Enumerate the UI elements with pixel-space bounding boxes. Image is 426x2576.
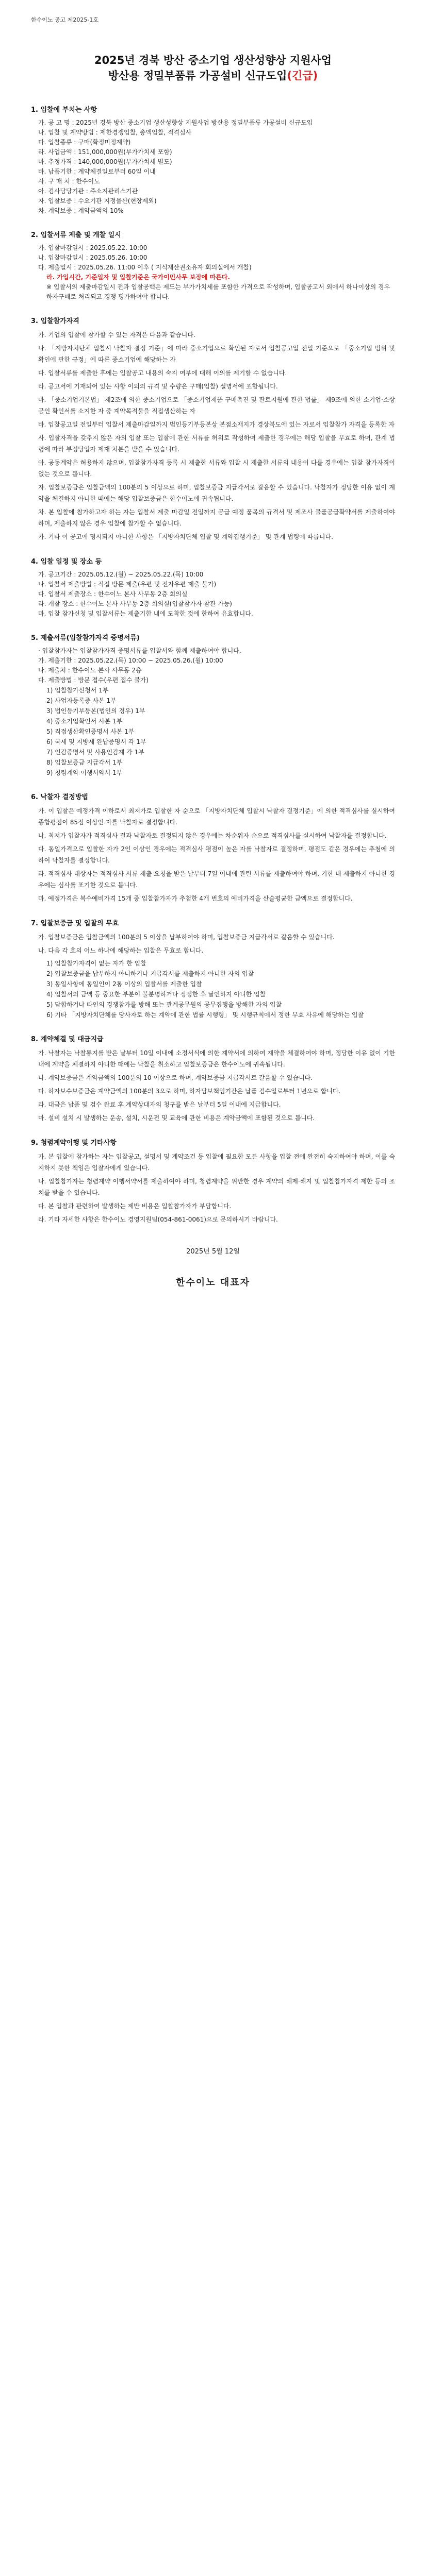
section-6-para: 마. 예정가격은 복수예비가격 15개 중 입찰참가자가 추첨한 4개 번호의 예비가격을 산술평균한 금액으로 결정합니다.	[38, 895, 353, 902]
section-5	[31, 632, 395, 778]
section-3-para: 자. 입찰보증금은 입찰금액의 100분의 5 이상으로 하며, 입찰보증금 지급각서로 갈음할 수 있습니다. 낙찰자가 정당한 이유 없이 계약을 체결하지 아니한 때에는 해당 입찰보증금은 한수이노에 귀속됩니다.	[38, 484, 395, 502]
section-2-row: 나. 입찰마감일시 : 2025.05.26. 10:00	[38, 254, 148, 261]
section-8-para: 다. 하자보수보증금은 계약금액의 100분의 3으로 하며, 하자담보책임기간은 납품 검수일로부터 1년으로 합니다.	[38, 1088, 341, 1095]
title-line-1: 2025년 경북 방산 중소기업 생산성향상 지원사업	[94, 54, 332, 66]
section-5-item: 6) 국세 및 지방세 완납증명서 각 1부	[46, 738, 146, 745]
section-3-para: 카. 기타 이 공고에 명시되지 아니한 사항은 「지방자치단체 입찰 및 계약집행기준」 및 관계 법령에 따릅니다.	[38, 533, 333, 540]
section-4-row: 라. 개찰 장소 : 한수이노 본사 사무동 2층 회의실(입찰참가자 참관 가능)	[38, 600, 232, 607]
section-7-heading: 7. 입찰보증금 및 입찰의 무효	[31, 920, 119, 927]
section-9-para: 라. 기타 자세한 사항은 한수이노 경영지원팀(054-861-0061)으로 문의하시기 바랍니다.	[38, 1216, 278, 1223]
section-3	[31, 315, 395, 543]
section-1-row: 다. 입찰종류 : 구매(확정미정계약)	[38, 139, 131, 146]
section-9-para: 가. 본 입찰에 참가하는 자는 입찰공고, 설명서 및 계약조건 등 입찰에 필요한 모든 사항을 입찰 전에 완전히 숙지하여야 하며, 이를 숙지하지 못한 책임은 입찰자에게 있습니다.	[38, 1153, 395, 1172]
section-2-note: 라. 가입시간, 기준일자 및 입찰기준은 국가이민사무 보장에 따른다.	[46, 274, 230, 281]
section-1-row: 마. 추정가격 : 140,000,000원(부가가치세 별도)	[38, 158, 172, 165]
section-7-item: 4) 입찰서의 금액 등 중요한 부분이 불분명하거나 정정한 후 날인하지 아니한 입찰	[46, 991, 266, 998]
section-5-row: 가. 제출기한 : 2025.05.22.(목) 10:00 ~ 2025.05.26.(월) 10:00	[38, 657, 223, 664]
section-5-item: 1) 입찰참가신청서 1부	[46, 687, 109, 694]
section-9	[31, 1137, 395, 1225]
section-5-row: 나. 제출처 : 한수이노 본사 사무동 2층	[38, 667, 142, 674]
section-7	[31, 918, 395, 1020]
section-1-row: 차. 계약보증 : 계약금액의 10%	[38, 207, 124, 214]
section-3-para: 사. 입찰자격을 갖추지 않은 자의 입찰 또는 입찰에 관한 서류를 허위로 작성하여 제출한 경우에는 해당 입찰을 무효로 하며, 관계 법령에 따라 부정당업자 제재 처분을 받을 수 있습니다.	[38, 434, 395, 453]
section-4-row: 나. 입찰서 제출방법 : 직접 방문 제출(우편 및 전자우편 제출 불가)	[38, 581, 217, 588]
section-7-para: 가. 입찰보증금은 입찰금액의 100분의 5 이상을 납부하여야 하며, 입찰보증금 지급각서로 갈음할 수 있습니다.	[38, 934, 335, 941]
section-3-para: 다. 입찰서류를 제출한 후에는 입찰공고 내용의 숙지 여부에 대해 이의를 제기할 수 없습니다.	[38, 369, 287, 377]
section-6-para: 다. 동일가격으로 입찰한 자가 2인 이상인 경우에는 적격심사 평점이 높은 자를 낙찰자로 결정하며, 평점도 같은 경우에는 추첨에 의하여 낙찰자를 결정합니다.	[38, 845, 395, 864]
section-5-item: 3) 법인등기부등본(법인의 경우) 1부	[46, 707, 145, 715]
section-9-para: 다. 본 입찰과 관련하여 발생하는 제반 비용은 입찰참가자가 부담합니다.	[38, 1202, 232, 1210]
section-7-item: 2) 입찰보증금을 납부하지 아니하거나 지급각서를 제출하지 아니한 자의 입찰	[46, 970, 254, 977]
section-3-heading: 3. 입찰참가자격	[31, 317, 79, 325]
section-4-row: 마. 입찰 참가신청 및 입찰서류는 제출기한 내에 도착한 것에 한하여 유효합니다.	[38, 610, 253, 617]
title-line-2	[31, 68, 395, 83]
section-1-row: 가. 공 고 명 : 2025년 경북 방산 중소기업 생산성향상 지원사업 방산용 정밀부품류 가공설비 신규도입	[38, 119, 313, 126]
section-7-item: 5) 담합하거나 타인의 경쟁참가를 방해 또는 관계공무원의 공무집행을 방해한 자의 입찰	[46, 1001, 282, 1008]
section-7-item: 3) 동일사항에 동일인이 2통 이상의 입찰서를 제출한 입찰	[46, 980, 202, 988]
section-1-row: 사. 구 매 처 : 한수이노	[38, 178, 100, 185]
section-8-para: 마. 설비 설치 시 발생하는 운송, 설치, 시운전 및 교육에 관한 비용은 계약금액에 포함된 것으로 봅니다.	[38, 1114, 315, 1122]
section-3-para: 라. 공고서에 기재되어 있는 사항 이외의 규격 및 수량은 구매(입찰) 설명서에 포함됩니다.	[38, 383, 278, 390]
section-9-heading: 9. 청렴계약이행 및 기타사항	[31, 1139, 117, 1147]
title-line-2-text: 방산용 정밀부품류 가공설비 신규도입	[108, 70, 287, 82]
document-title	[31, 53, 395, 83]
section-5-item: 9) 청렴계약 이행서약서 1부	[46, 769, 123, 776]
section-7-item: 1) 입찰참가자격이 없는 자가 한 입찰	[46, 960, 146, 967]
section-8	[31, 1033, 395, 1124]
section-8-para: 라. 대금은 납품 및 검수 완료 후 계약상대자의 청구를 받은 날부터 5일 이내에 지급합니다.	[38, 1101, 281, 1108]
section-5-intro: · 입찰참가자는 입찰참가자격 증명서류를 입찰서와 함께 제출하여야 합니다.	[38, 647, 241, 654]
section-5-heading: 5. 제출서류(입찰참가자격 증명서류)	[31, 634, 140, 642]
section-1-row: 아. 검사담당기관 : 주소지관리스기관	[38, 188, 138, 195]
section-6-para: 나. 최저가 입찰자가 적격심사 결과 낙찰자로 결정되지 않은 경우에는 차순위자 순으로 적격심사를 실시하여 낙찰자를 결정합니다.	[38, 832, 387, 839]
section-1-heading: 1. 입찰에 부치는 사항	[31, 106, 97, 114]
section-6-heading: 6. 낙찰자 결정방법	[31, 793, 88, 801]
section-4	[31, 556, 395, 619]
section-2-note: ※ 입찰서의 제출마감일시 전과 입찰공백은 제도는 부가가치세를 포함한 가격으로 작성하며, 입찰공고서 외에서 하나이상의 경우 하자구매로 처리되고 경쟁 평가하여야 합니다.	[46, 283, 390, 300]
section-2-row: 다. 제출일시 : 2025.05.26. 11:00 이후 ( 지식재산권소유자 회의실에서 개찰)	[38, 264, 252, 271]
section-5-item: 5) 직접생산확인증명서 사본 1부	[46, 728, 135, 735]
section-1-row: 나. 입찰 및 계약방법 : 제한경쟁입찰, 총액입찰, 적격심사	[38, 129, 192, 136]
section-3-para: 바. 입찰공고일 전일부터 입찰서 제출마감일까지 법인등기부등본상 본점소재지가 경상북도에 있는 자로서 입찰참가 자격을 등록한 자	[38, 421, 395, 428]
section-3-para: 아. 공동계약은 허용하지 않으며, 입찰참가자격 등록 시 제출한 서류와 입찰 시 제출한 서류의 내용이 다를 경우에는 입찰 참가자격이 없는 것으로 봅니다.	[38, 459, 395, 478]
section-8-heading: 8. 계약체결 및 대금지급	[31, 1036, 104, 1043]
section-4-row: 다. 입찰서 제출장소 : 한수이노 본사 사무동 2층 회의실	[38, 590, 188, 598]
section-3-para: 차. 본 입찰에 참가하고자 하는 자는 입찰서 제출 마감일 전일까지 공급 예정 품목의 규격서 및 제조사 물품공급확약서를 제출하여야 하며, 제출하지 않은 경우 입찰에 참가할 수 없습니다.	[38, 509, 395, 527]
section-3-para: 마. 「중소기업기본법」 제2조에 의한 중소기업으로 「중소기업제품 구매촉진 및 판로지원에 관한 법률」 제9조에 의한 소기업·소상공인 확인서를 소지한 자 중 계약목적물을 직접생산하는 자	[38, 396, 395, 415]
section-7-para: 나. 다음 각 호의 어느 하나에 해당하는 입찰은 무효로 합니다.	[38, 947, 204, 954]
signing-organization: 한수이노 대표자	[176, 1277, 250, 1288]
section-4-row: 가. 공고기간 : 2025.05.12.(월) ~ 2025.05.22.(목) 10:00	[38, 571, 204, 578]
section-5-item: 2) 사업자등록증 사본 1부	[46, 697, 117, 704]
section-5-row: 다. 제출방법 : 방문 접수(우편 접수 불가)	[38, 676, 149, 684]
section-1-row: 바. 납품기한 : 계약체결일로부터 60일 이내	[38, 168, 156, 175]
sign-date: 2025년 5월 12일	[186, 1248, 240, 1256]
section-5-item: 8) 입찰보증금 지급각서 1부	[46, 759, 123, 766]
section-3-para: 가. 기업의 입찰에 참가할 수 있는 자격은 다음과 같습니다.	[38, 331, 195, 338]
section-1	[31, 104, 395, 216]
section-3-para: 나. 「지방자치단체 입찰시 낙찰자 결정 기준」에 따라 중소기업으로 확인된 자로서 입찰공고일 전일 기준으로 「중소기업 범위 및 확인에 관한 규정」에 따른 중소기업에 해당하는 자	[38, 345, 395, 363]
section-2	[31, 229, 395, 302]
section-9-para: 나. 입찰참가자는 청렴계약 이행서약서를 제출하여야 하며, 청렴계약을 위반한 경우 계약의 해제·해지 및 입찰참가자격 제한 등의 조치를 받을 수 있습니다.	[38, 1178, 395, 1196]
urgent-badge: (긴급)	[287, 70, 318, 82]
document-number: 한수이노 공고 제2025-1호	[31, 16, 99, 23]
section-1-row: 자. 입찰보증 : 수요기관 지정물산(현장제외)	[38, 197, 157, 205]
section-5-item: 4) 중소기업확인서 사본 1부	[46, 718, 123, 725]
section-6-para: 라. 적격심사 대상자는 적격심사 서류 제출 요청을 받은 날부터 7일 이내에 관련 서류를 제출하여야 하며, 기한 내 제출하지 아니한 경우에는 심사를 포기한 것으로 봅니다.	[38, 870, 395, 889]
section-2-row: 가. 입찰마감일시 : 2025.05.22. 10:00	[38, 244, 148, 251]
section-6	[31, 791, 395, 904]
section-2-heading: 2. 입찰서류 제출 및 개찰 일시	[31, 231, 121, 239]
section-8-para: 가. 낙찰자는 낙찰통지를 받은 날부터 10일 이내에 소정서식에 의한 계약서에 의하여 계약을 체결하여야 하며, 정당한 이유 없이 기한 내에 계약을 체결하지 아니한 때에는 낙찰을 취소하고 입찰보증금은 한수이노에 귀속됩니다.	[38, 1049, 395, 1068]
section-6-para: 가. 이 입찰은 예정가격 이하로서 최저가로 입찰한 자 순으로 「지방자치단체 입찰시 낙찰자 결정기준」에 의한 적격심사를 실시하여 종합평점이 85점 이상인 자를 낙찰자로 결정합니다.	[38, 807, 395, 826]
section-7-item: 6) 기타 「지방자치단체를 당사자로 하는 계약에 관한 법률 시행령」 및 시행규칙에서 정한 무효 사유에 해당하는 입찰	[46, 1011, 364, 1019]
section-8-para: 나. 계약보증금은 계약금액의 100분의 10 이상으로 하며, 계약보증금 지급각서로 갈음할 수 있습니다.	[38, 1074, 313, 1081]
section-1-row: 라. 사업금액 : 151,000,000원(부가가치세 포함)	[38, 148, 172, 156]
section-5-item: 7) 인감증명서 및 사용인감계 각 1부	[46, 749, 144, 756]
section-4-heading: 4. 입찰 일정 및 장소 등	[31, 558, 102, 566]
